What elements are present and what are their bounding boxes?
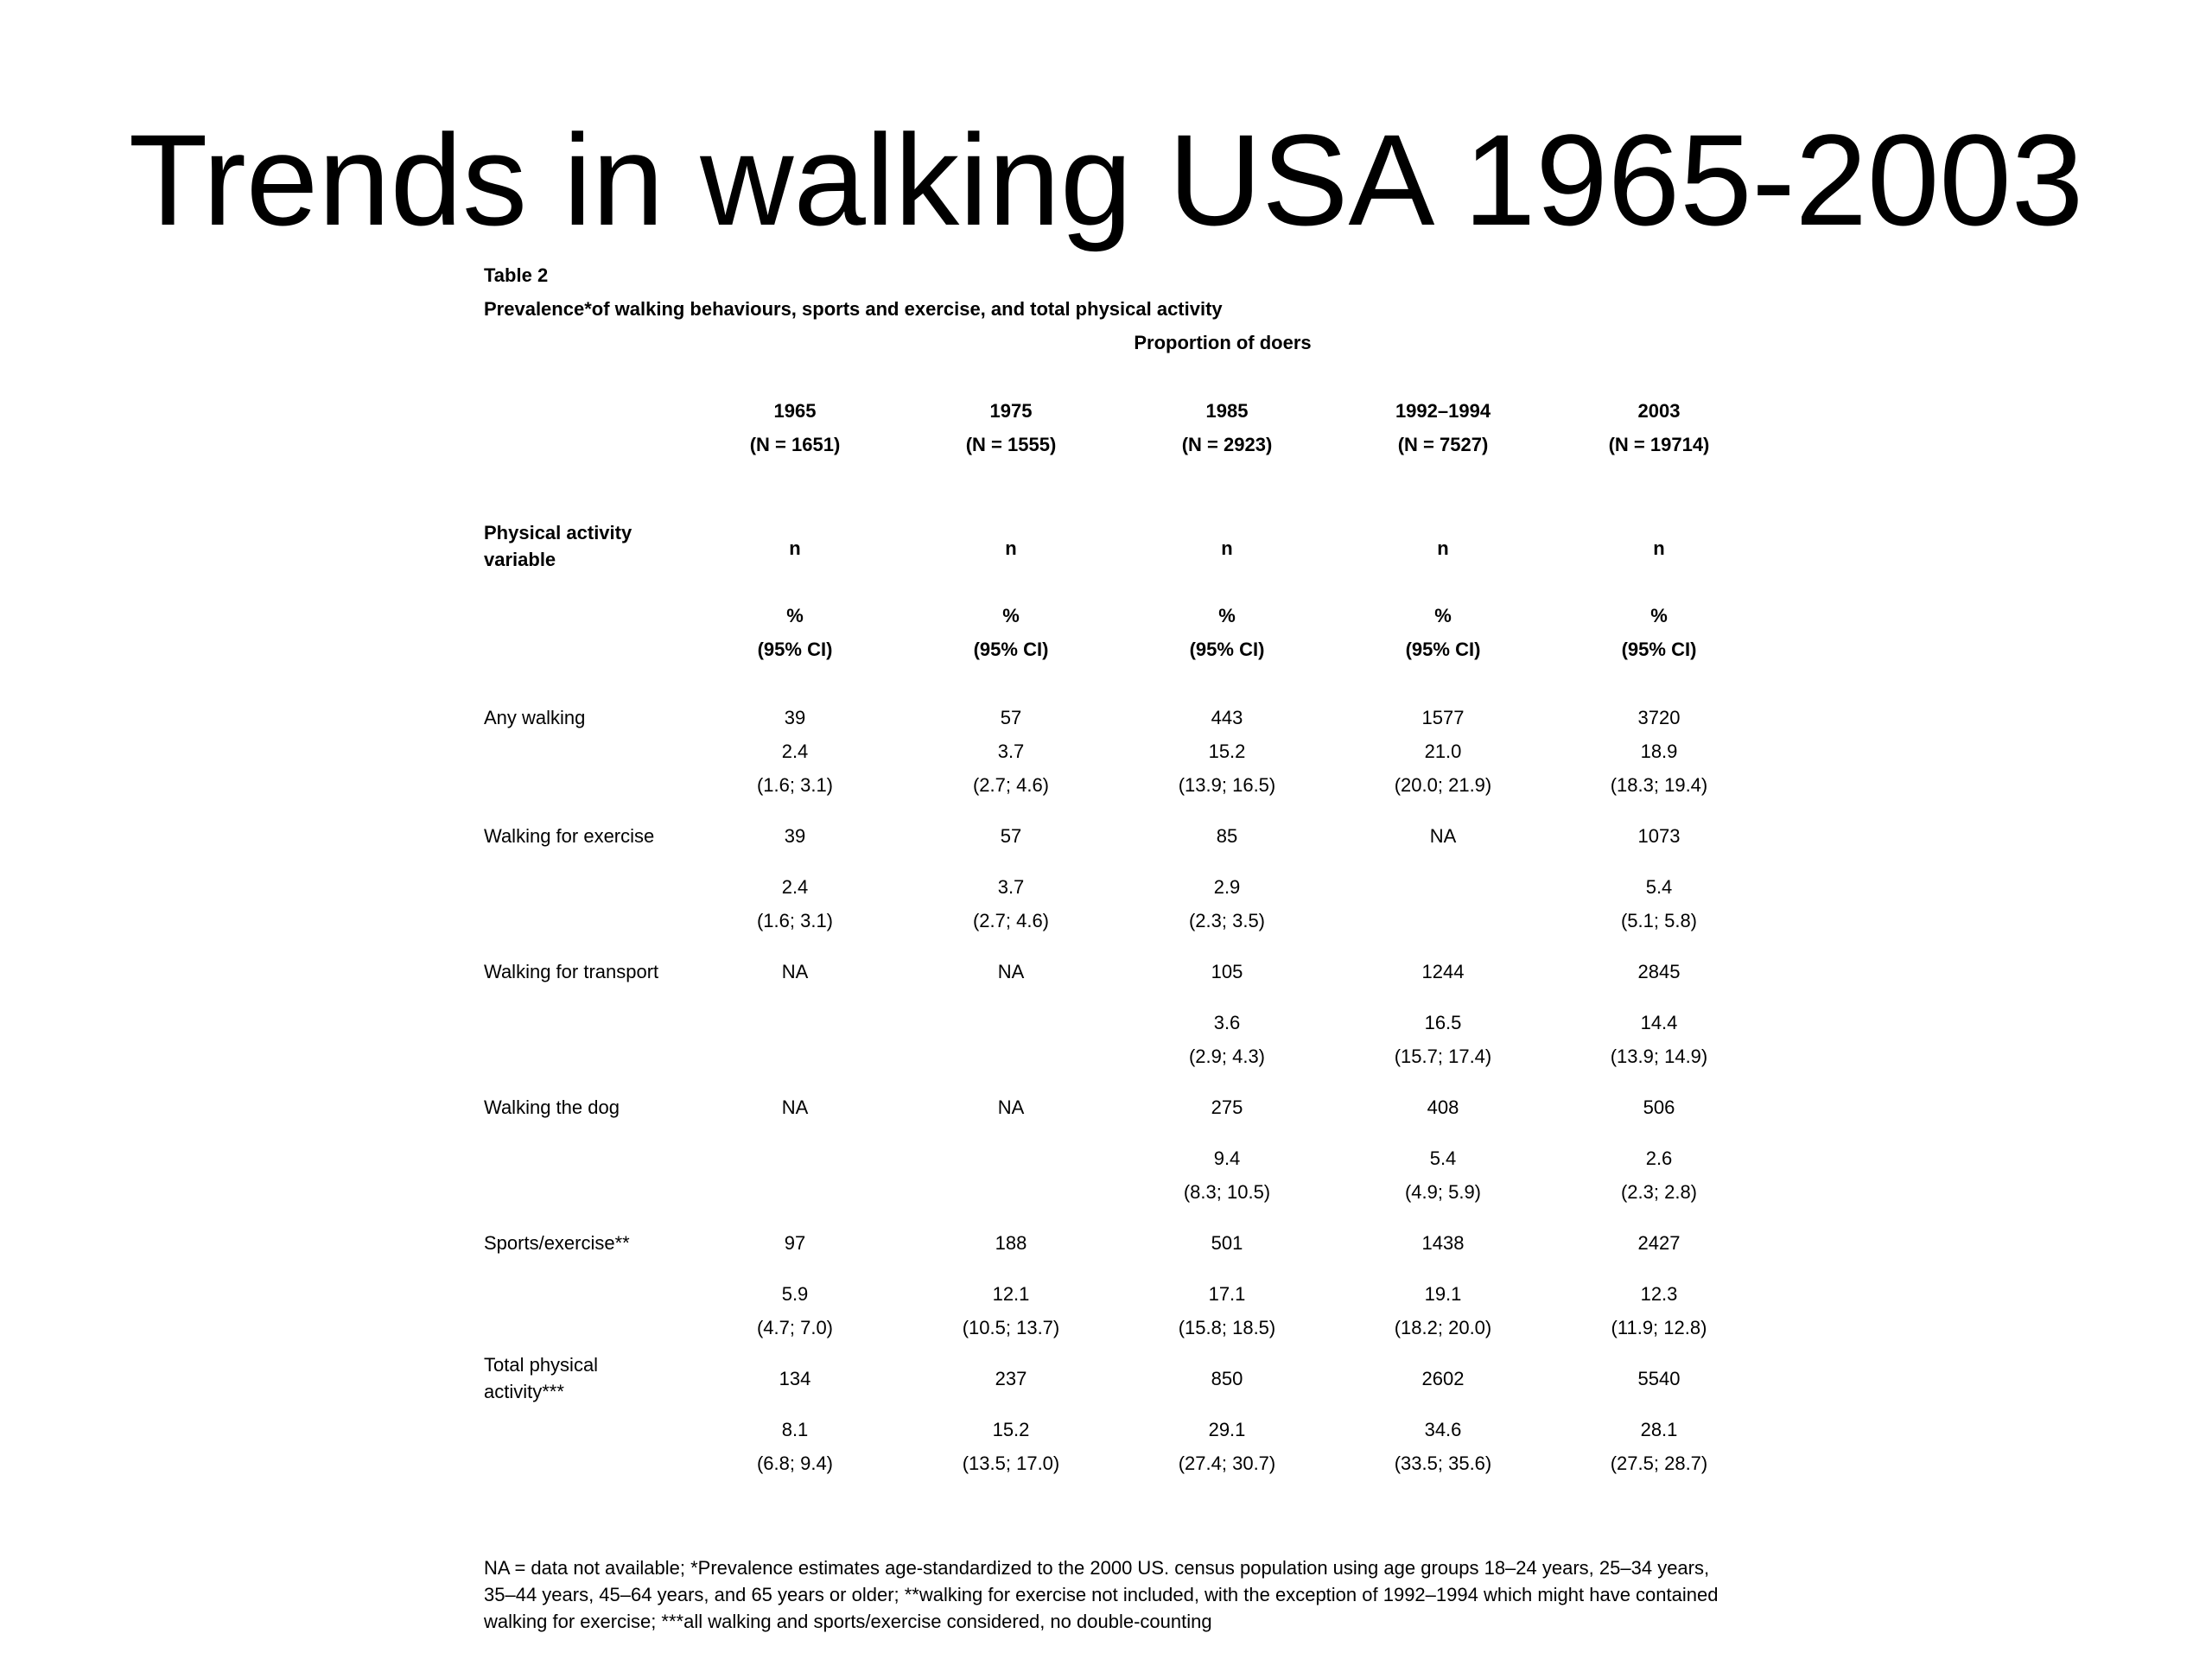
cell-percent: 3.7 xyxy=(997,741,1025,762)
cell-ci: (10.5; 13.7) xyxy=(962,1317,1060,1338)
column-percent-header: % xyxy=(786,605,804,626)
cell-n: 134 xyxy=(779,1368,811,1389)
table-caption: Prevalence*of walking behaviours, sports and exercise, and total physical activity xyxy=(484,298,1223,320)
cell-percent: 3.7 xyxy=(997,876,1025,898)
cell-n: 188 xyxy=(995,1232,1027,1254)
column-ci-header: (95% CI) xyxy=(757,639,833,660)
column-percent-header: % xyxy=(1434,605,1452,626)
cell-n: 1244 xyxy=(1421,961,1465,982)
column-year: 2003 xyxy=(1637,400,1681,422)
cell-ci: (18.2; 20.0) xyxy=(1394,1317,1492,1338)
cell-percent: 14.4 xyxy=(1640,1012,1678,1033)
column-n-header: n xyxy=(1653,537,1665,559)
row-label: Sports/exercise** xyxy=(484,1232,630,1254)
cell-ci: (4.9; 5.9) xyxy=(1404,1181,1482,1203)
column-percent-header: % xyxy=(1650,605,1668,626)
cell-ci: (8.3; 10.5) xyxy=(1183,1181,1271,1203)
cell-n: 506 xyxy=(1643,1096,1675,1118)
cell-ci: (20.0; 21.9) xyxy=(1394,774,1492,796)
column-percent-header: % xyxy=(1002,605,1020,626)
column-year: 1992–1994 xyxy=(1395,400,1491,422)
cell-ci: (15.8; 18.5) xyxy=(1178,1317,1276,1338)
table-footnote: NA = data not available; *Prevalence estimates age-standardized to the 2000 US. census population using age groups 18–24 years, 25–34 years, 35–44 years, 45–64 years, and 65 years or older; **walking for exercise not included, with the exception of 1992–1994 which might have contained walking for exercise; ***all walking and sports/exercise considered, no double-counting xyxy=(484,1557,1719,1632)
cell-n: 2427 xyxy=(1637,1232,1681,1254)
cell-n: 1073 xyxy=(1637,825,1681,847)
cell-ci: (2.3; 2.8) xyxy=(1620,1181,1698,1203)
cell-percent: 12.1 xyxy=(992,1283,1030,1305)
cell-n: 57 xyxy=(1000,707,1022,728)
cell-n: 237 xyxy=(995,1368,1027,1389)
column-sample-size: (N = 1651) xyxy=(749,434,841,455)
cell-percent: 3.6 xyxy=(1213,1012,1241,1033)
cell-n: 1438 xyxy=(1421,1232,1465,1254)
column-sample-size: (N = 7527) xyxy=(1397,434,1489,455)
cell-ci: (27.5; 28.7) xyxy=(1610,1452,1708,1474)
cell-percent: 5.4 xyxy=(1645,876,1673,898)
column-sample-size: (N = 1555) xyxy=(965,434,1057,455)
cell-ci: (15.7; 17.4) xyxy=(1394,1046,1492,1067)
proportion-header: Proportion of doers xyxy=(1134,332,1312,353)
cell-n: 39 xyxy=(784,825,806,847)
cell-n: NA xyxy=(997,961,1025,982)
cell-n: NA xyxy=(781,961,809,982)
column-ci-header: (95% CI) xyxy=(973,639,1049,660)
cell-ci: (1.6; 3.1) xyxy=(756,910,834,931)
slide-title: Trends in walking USA 1965-2003 xyxy=(128,107,2084,252)
cell-n: 5540 xyxy=(1637,1368,1681,1389)
cell-n: 443 xyxy=(1211,707,1243,728)
cell-percent: 15.2 xyxy=(992,1419,1030,1440)
column-n-header: n xyxy=(1005,537,1017,559)
cell-ci: (4.7; 7.0) xyxy=(756,1317,834,1338)
cell-ci: (11.9; 12.8) xyxy=(1611,1317,1707,1338)
cell-percent: 17.1 xyxy=(1208,1283,1246,1305)
cell-percent: 8.1 xyxy=(781,1419,809,1440)
cell-percent: 5.9 xyxy=(781,1283,809,1305)
cell-percent: 2.9 xyxy=(1213,876,1241,898)
cell-n: 85 xyxy=(1216,825,1238,847)
cell-n: 850 xyxy=(1211,1368,1243,1389)
cell-ci: (2.7; 4.6) xyxy=(972,774,1050,796)
cell-ci: (5.1; 5.8) xyxy=(1620,910,1698,931)
column-n-header: n xyxy=(789,537,801,559)
row-label: Walking for exercise xyxy=(484,825,655,847)
column-n-header: n xyxy=(1221,537,1233,559)
column-year: 1985 xyxy=(1205,400,1249,422)
cell-n: 97 xyxy=(784,1232,806,1254)
column-ci-header: (95% CI) xyxy=(1621,639,1697,660)
cell-ci: (13.9; 14.9) xyxy=(1610,1046,1708,1067)
cell-n: 57 xyxy=(1000,825,1022,847)
cell-ci: (13.5; 17.0) xyxy=(962,1452,1060,1474)
cell-ci: (33.5; 35.6) xyxy=(1394,1452,1492,1474)
cell-n: 1577 xyxy=(1421,707,1465,728)
row-label: Walking the dog xyxy=(484,1096,620,1118)
cell-n: 2845 xyxy=(1637,961,1681,982)
column-sample-size: (N = 2923) xyxy=(1181,434,1273,455)
cell-percent: 19.1 xyxy=(1424,1283,1462,1305)
cell-percent: 18.9 xyxy=(1640,741,1678,762)
cell-ci: (2.9; 4.3) xyxy=(1188,1046,1266,1067)
column-year: 1965 xyxy=(773,400,817,422)
column-ci-header: (95% CI) xyxy=(1189,639,1265,660)
cell-ci: (13.9; 16.5) xyxy=(1178,774,1276,796)
cell-percent: 21.0 xyxy=(1424,741,1462,762)
cell-n: NA xyxy=(997,1096,1025,1118)
cell-n: 275 xyxy=(1211,1096,1243,1118)
cell-percent: 29.1 xyxy=(1208,1419,1246,1440)
cell-n: NA xyxy=(781,1096,809,1118)
cell-n: 2602 xyxy=(1421,1368,1465,1389)
row-header-label: Physical activity xyxy=(484,522,632,543)
table-label: Table 2 xyxy=(484,264,549,286)
cell-n: 3720 xyxy=(1637,707,1681,728)
cell-n: 39 xyxy=(784,707,806,728)
cell-n: 408 xyxy=(1427,1096,1459,1118)
row-label-line2: activity*** xyxy=(484,1381,564,1402)
cell-percent: 28.1 xyxy=(1640,1419,1678,1440)
cell-percent: 12.3 xyxy=(1640,1283,1678,1305)
row-label: Total physical xyxy=(484,1354,599,1376)
cell-ci: (18.3; 19.4) xyxy=(1610,774,1708,796)
column-ci-header: (95% CI) xyxy=(1405,639,1481,660)
row-header-label-line2: variable xyxy=(484,549,556,570)
cell-ci: (2.7; 4.6) xyxy=(972,910,1050,931)
column-sample-size: (N = 19714) xyxy=(1608,434,1710,455)
column-n-header: n xyxy=(1437,537,1449,559)
cell-percent: 5.4 xyxy=(1429,1147,1457,1169)
cell-percent: 15.2 xyxy=(1208,741,1246,762)
cell-percent: 2.6 xyxy=(1645,1147,1673,1169)
cell-percent: 2.4 xyxy=(781,741,809,762)
cell-ci: (6.8; 9.4) xyxy=(756,1452,834,1474)
column-year: 1975 xyxy=(989,400,1033,422)
cell-ci: (2.3; 3.5) xyxy=(1188,910,1266,931)
cell-percent: 9.4 xyxy=(1213,1147,1241,1169)
cell-percent: 34.6 xyxy=(1424,1419,1462,1440)
column-percent-header: % xyxy=(1218,605,1236,626)
cell-ci: (27.4; 30.7) xyxy=(1178,1452,1276,1474)
cell-percent: 2.4 xyxy=(781,876,809,898)
cell-percent: 16.5 xyxy=(1424,1012,1462,1033)
row-label: Walking for transport xyxy=(484,961,659,982)
cell-ci: (1.6; 3.1) xyxy=(756,774,834,796)
cell-n: NA xyxy=(1429,825,1457,847)
cell-n: 105 xyxy=(1211,961,1243,982)
row-label: Any walking xyxy=(484,707,586,728)
cell-n: 501 xyxy=(1211,1232,1243,1254)
